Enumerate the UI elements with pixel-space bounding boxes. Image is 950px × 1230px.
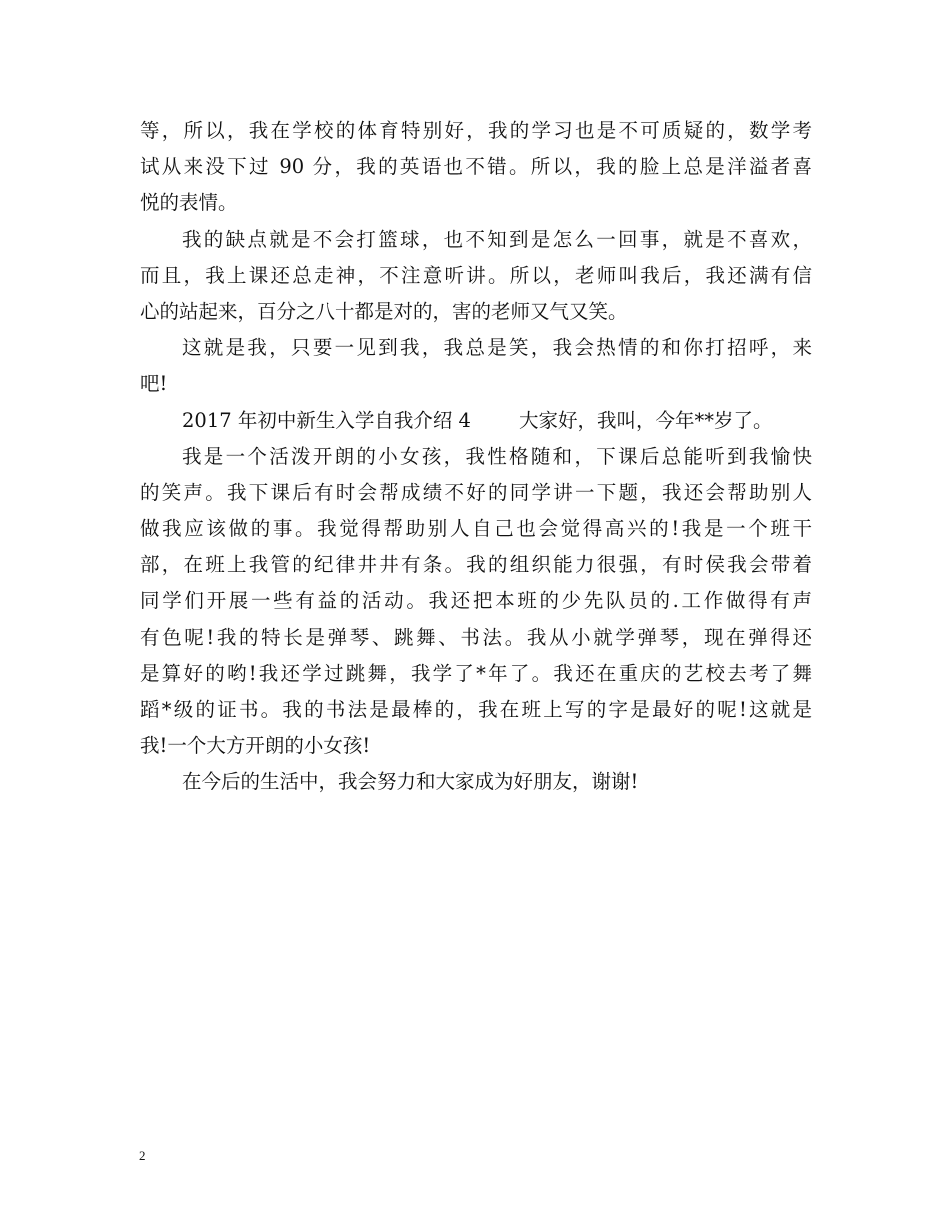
text-line: 蹈*级的证书。我的书法是最棒的，我在班上写的字是最好的呢!这就是 [140,698,812,721]
text-line: 等，所以，我在学校的体育特别好，我的学习也是不可质疑的，数学考 [140,119,812,142]
text-line: 有色呢!我的特长是弹琴、跳舞、书法。我从小就学弹琴，现在弹得还 [140,625,812,649]
text-line: 的笑声。我下课后有时会帮成绩不好的同学讲一下题，我还会帮助别人 [140,480,812,504]
document-body [140,113,812,801]
text-line: 做我应该做的事。我觉得帮助别人自己也会觉得高兴的!我是一个班干 [140,517,812,541]
text-line: 是算好的哟!我还学过跳舞，我学了*年了。我还在重庆的艺校去考了舞 [140,661,812,685]
text-line: 心的站起来，百分之八十都是对的，害的老师又气又笑。 [140,299,628,323]
text-line: 我是一个活泼开朗的小女孩，我性格随和，下课后总能听到我愉快 [182,444,812,468]
section-heading-line [140,403,812,439]
text-line: 我!一个大方开朗的小女孩! [140,734,371,758]
text-line: 同学们开展一些有益的活动。我还把本班的少先队员的.工作做得有声 [140,589,812,613]
text-line: 这就是我，只要一见到我，我总是笑，我会热情的和你打招呼，来 [182,336,812,360]
section-heading: 2017 年初中新生入学自我介绍 4 [182,408,471,432]
text-line: 试从来没下过 90 分，我的英语也不错。所以，我的脸上总是洋溢者喜 [140,155,812,179]
text-line: 而且，我上课还总走神，不注意听讲。所以，老师叫我后，我还满有信 [140,263,812,287]
page-number: 2 [139,1148,146,1163]
greeting-text: 大家好，我叫，今年**岁了。 [518,408,773,432]
text-line: 部，在班上我管的纪律井井有条。我的组织能力很强，有时侯我会带着 [140,553,812,577]
text-line: 在今后的生活中，我会努力和大家成为好朋友，谢谢! [182,770,639,794]
text-line: 悦的表情。 [140,191,238,215]
text-line: 吧! [140,372,168,396]
text-line: 我的缺点就是不会打篮球，也不知到是怎么一回事，就是不喜欢， [182,227,812,251]
